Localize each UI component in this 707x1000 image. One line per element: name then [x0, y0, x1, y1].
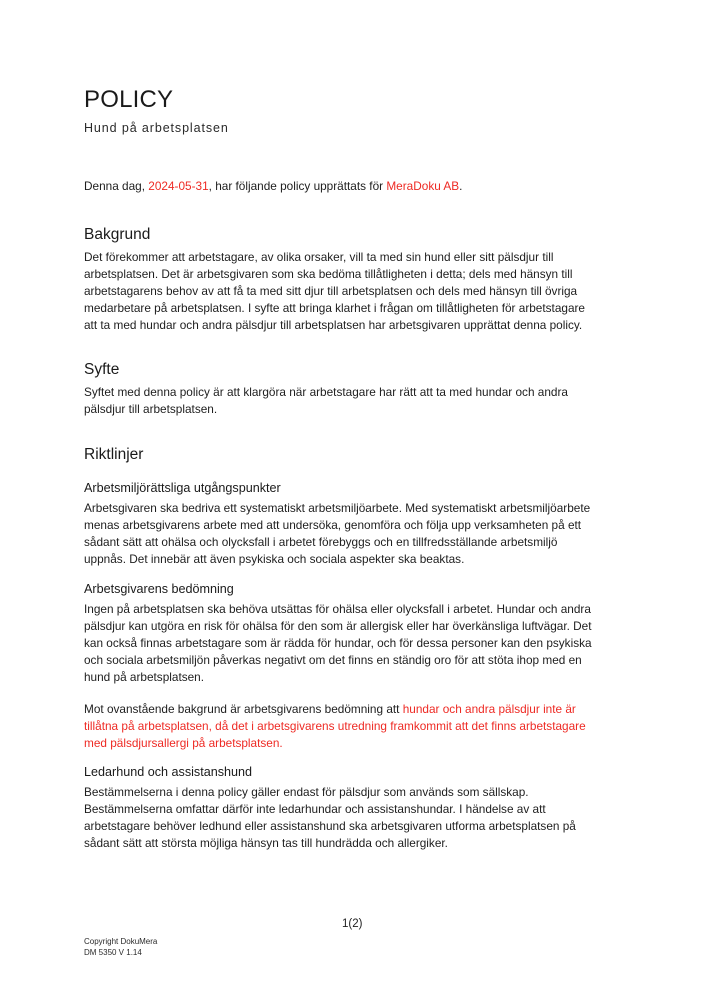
footer	[84, 936, 157, 958]
document-subtitle: Hund på arbetsplatsen	[84, 121, 229, 135]
document-title: POLICY	[84, 86, 174, 113]
text-line: Det förekommer att arbetstagare, av olika orsaker, vill ta med sin hund eller sitt pälsdjur till	[84, 250, 554, 264]
subheading-arbetsmiljo: Arbetsmiljörättsliga utgångspunkter	[84, 481, 281, 495]
text-line: sådant sätt att ohälsa och olycksfall i arbetet förebyggs och en tillfredsställande arbetsmiljö	[84, 535, 558, 550]
paragraph-syfte	[84, 384, 644, 418]
text-line: uppnås. Det innebär att även psykiska och sociala aspekter ska beaktas.	[84, 552, 465, 567]
heading-bakgrund: Bakgrund	[84, 226, 151, 243]
decision-highlight: hundar och andra pälsdjur inte är	[402, 702, 576, 716]
text-line: att ta med hundar och andra pälsdjur till arbetsplatsen har arbetsgivaren upprättat denna policy.	[84, 318, 583, 333]
decision-prefix: Mot ovanstående bakgrund är arbetsgivarens bedömning att	[84, 702, 403, 716]
footer-copyright: Copyright DokuMera	[84, 937, 158, 946]
text-line: Bestämmelserna omfattar därför inte ledarhundar och assistanshundar. I händelse av att	[84, 802, 546, 817]
text-line: och sociala arbetsmiljön påverkas negativt om det finns en ständig oro för att stöta ihop med en	[84, 653, 582, 668]
text-line: sådant sätt att största möjliga hänsyn tas till hundrädda och allergiker.	[84, 836, 448, 851]
page-number: 1(2)	[342, 918, 363, 930]
intro-prefix: Denna dag,	[84, 179, 149, 193]
text-line: hund på arbetsplatsen.	[84, 670, 205, 685]
intro-suffix: .	[459, 179, 463, 193]
text-line: pälsdjur kan utgöra en risk för ohälsa för den som är allergisk eller har överkänsliga luftvägar. Det	[84, 619, 592, 634]
paragraph-arbetsmiljo	[84, 500, 644, 568]
text-line: kan också finnas arbetstagare som är rädda för hundar, och för dessa personer kan den psykiska	[84, 636, 592, 651]
decision-highlight: med pälsdjursallergi på arbetsplatsen.	[84, 736, 283, 751]
company-name: MeraDoku AB	[386, 179, 460, 193]
text-line: Bestämmelserna i denna policy gäller endast för pälsdjur som används som sällskap.	[84, 785, 529, 799]
paragraph-bakgrund	[84, 249, 644, 334]
subheading-ledarhund: Ledarhund och assistanshund	[84, 765, 253, 779]
text-line: pälsdjur till arbetsplatsen.	[84, 402, 218, 417]
heading-syfte: Syfte	[84, 361, 120, 378]
text-line: Arbetsgivaren ska bedriva ett systematiskt arbetsmiljöarbete. Med systematiskt arbetsmiljöarbete	[84, 501, 591, 515]
text-line: arbetsplatsen. Det är arbetsgivaren som ska bedöma tillåtligheten i detta; dels med hänsyn till	[84, 267, 573, 282]
text-line	[84, 701, 644, 718]
text-line: Syftet med denna policy är att klargöra när arbetstagare har rätt att ta med hundar och andra	[84, 385, 568, 399]
text-line: arbetstagare behöver ledhund eller assistanshund ska arbetsgivaren utforma arbetsplatsen på	[84, 819, 576, 834]
paragraph-ledarhund	[84, 784, 644, 852]
footer-version: DM 5350 V 1.14	[84, 948, 142, 957]
policy-date: 2024-05-31	[148, 179, 209, 193]
paragraph-bedomning	[84, 601, 644, 686]
text-line: medarbetare på arbetsplatsen. I syfte att bringa klarhet i frågan om tillåtligheten för arbetstagare	[84, 301, 585, 316]
intro-statement	[84, 178, 462, 195]
heading-riktlinjer: Riktlinjer	[84, 446, 144, 463]
text-line: menas arbetsgivarens arbete med att undersöka, genomföra och följa upp verksamheten på ett	[84, 518, 582, 533]
decision-highlight: tillåtna på arbetsplatsen, då det i arbetsgivarens utredning framkommit att det finns arbetstagare	[84, 719, 586, 734]
paragraph-decision	[84, 701, 644, 752]
intro-middle: , har följande policy upprättats för	[208, 179, 387, 193]
text-line: Ingen på arbetsplatsen ska behöva utsättas för ohälsa eller olycksfall i arbetet. Hundar och andra	[84, 602, 591, 616]
subheading-bedomning: Arbetsgivarens bedömning	[84, 582, 234, 596]
text-line: arbetstagarens behov av att få ta med sitt djur till arbetsplatsen och dels med hänsyn till övriga	[84, 284, 578, 299]
